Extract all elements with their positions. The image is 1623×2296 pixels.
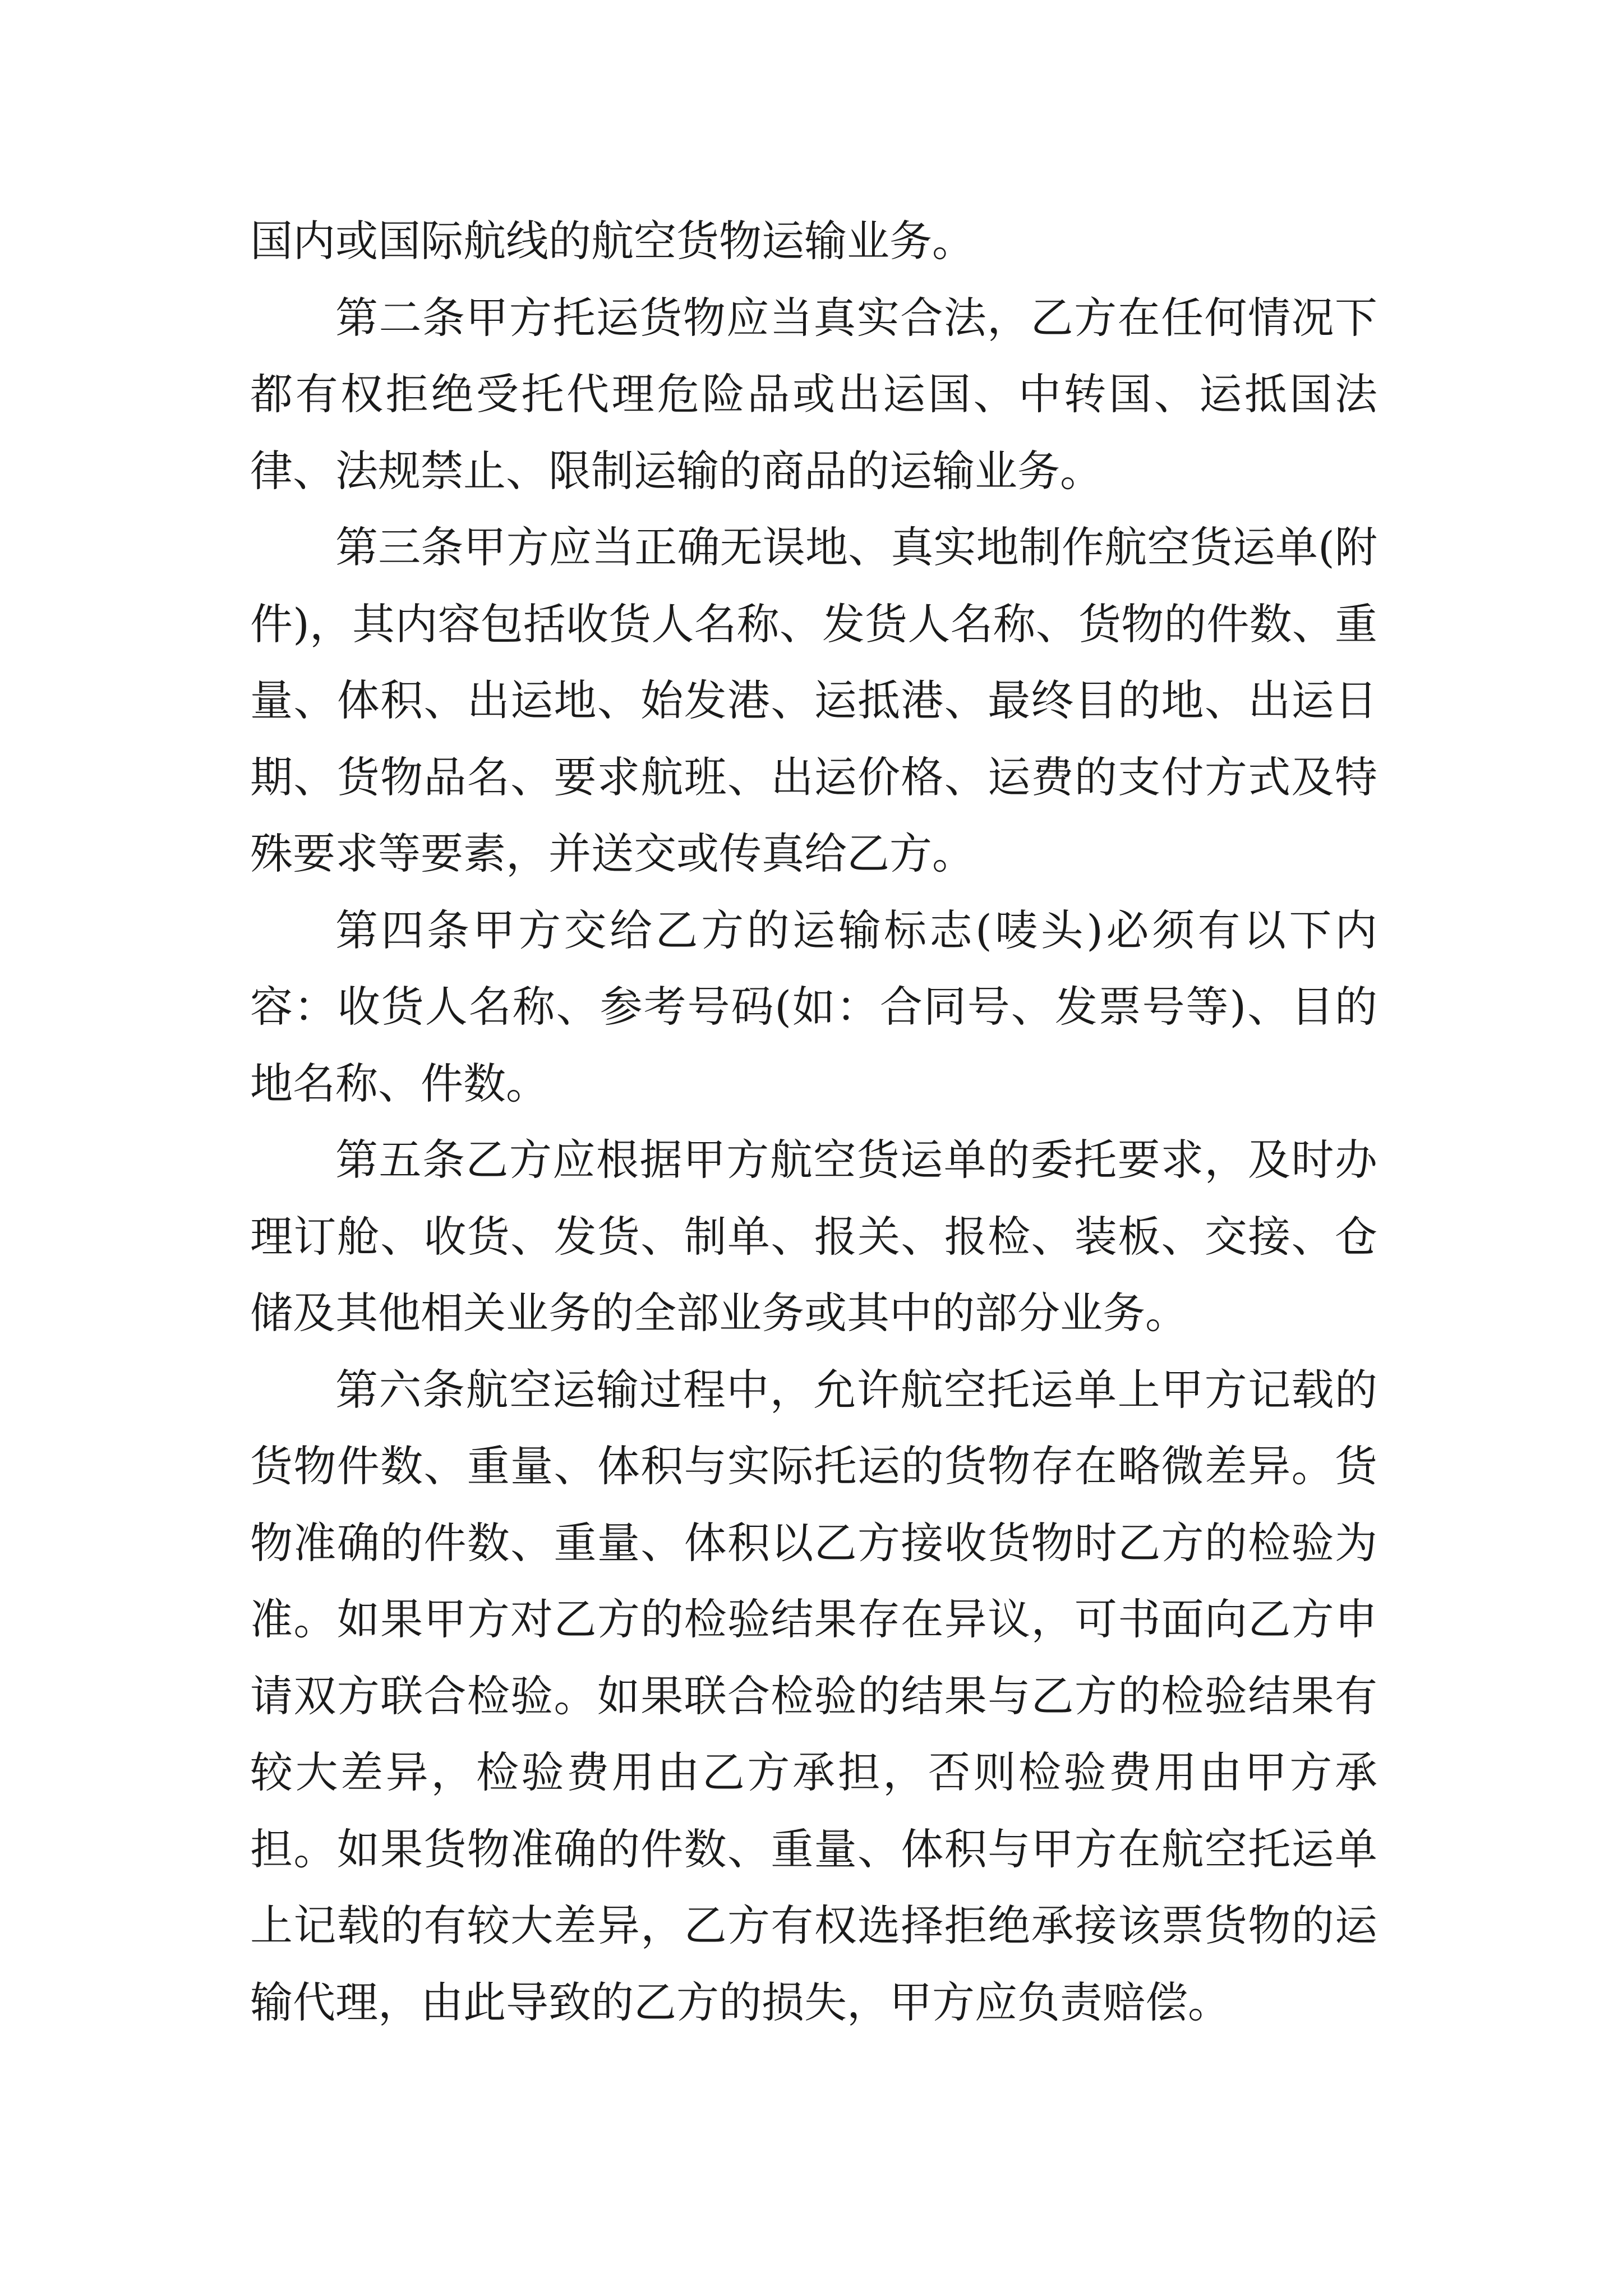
paragraph-article-4: 第四条甲方交给乙方的运输标志(唛头)必须有以下内容：收货人名称、参考号码(如：合同号、发票号等)、目的地名称、件数。 (250, 905, 1377, 1108)
paragraph-continuation: 国内或国际航线的航空货物运输业务。 (250, 216, 975, 266)
paragraph-article-3: 第三条甲方应当正确无误地、真实地制作航空货运单(附件)，其内容包括收货人名称、发货人名称、货物的件数、重量、体积、出运地、始发港、运抵港、最终目的地、出运日期、货物品名、要求航班、出运价格、运费的支付方式及特殊要求等要素，并送交或传真给乙方。 (250, 522, 1377, 878)
paragraph-article-2: 第二条甲方托运货物应当真实合法，乙方在任何情况下都有权拒绝受托代理危险品或出运国、中转国、运抵国法律、法规禁止、限制运输的商品的运输业务。 (250, 292, 1377, 496)
paragraph-article-5: 第五条乙方应根据甲方航空货运单的委托要求，及时办理订舱、收货、发货、制单、报关、报检、装板、交接、仓储及其他相关业务的全部业务或其中的部分业务。 (250, 1135, 1377, 1338)
paragraph-article-6: 第六条航空运输过程中，允许航空托运单上甲方记载的货物件数、重量、体积与实际托运的货物存在略微差异。货物准确的件数、重量、体积以乙方接收货物时乙方的检验为准。如果甲方对乙方的检验结果存在异议，可书面向乙方申请双方联合检验。如果联合检验的结果与乙方的检验结果有较大差异，检验费用由乙方承担，否则检验费用由甲方承担。如果货物准确的件数、重量、体积与甲方在航空托运单上记载的有较大差异，乙方有权选择拒绝承接该票货物的运输代理，由此导致的乙方的损失，甲方应负责赔偿。 (250, 1364, 1377, 2027)
document-body (250, 203, 1377, 2041)
